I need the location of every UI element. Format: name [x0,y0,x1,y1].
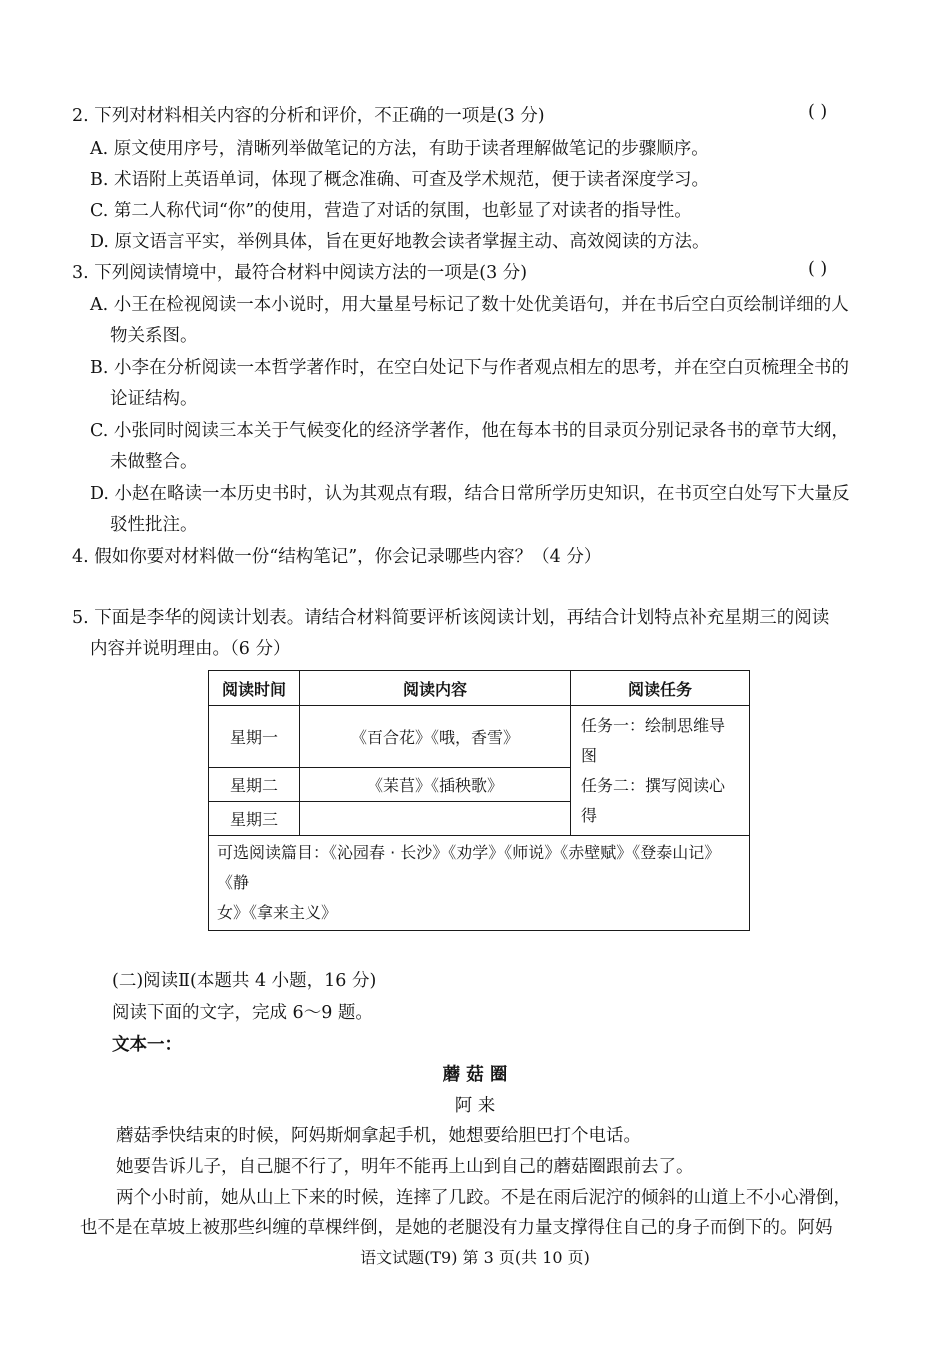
q2-option-d: D. 原文语言平实，举例具体，旨在更好地教会读者掌握主动、高效阅读的方法。 [90,232,710,252]
q3-answer-paren: ( ) [808,259,828,279]
q2-answer-paren: ( ) [808,102,828,122]
q3-option-d-line2: 驳性批注。 [110,515,198,535]
q2-option-c: C. 第二人称代词“你”的使用，营造了对话的氛围，也彰显了对读者的指导性。 [90,201,692,221]
table-row [209,706,750,768]
q3-option-b-line1: B. 小李在分析阅读一本哲学著作时，在空白处记下与作者观点相左的思考，并在空白页梳理全书的 [90,358,849,378]
row-content: 《百合花》《哦，香雪》 [300,706,571,768]
q3-option-a-line2: 物关系图。 [110,326,198,346]
q3-option-b-line2: 论证结构。 [110,389,198,409]
story-title: 蘑 菇 圈 [442,1065,508,1085]
story-paragraph-1: 蘑菇季快结束的时候，阿妈斯炯拿起手机，她想要给胆巴打个电话。 [116,1126,641,1146]
q5-stem-line2: 内容并说明理由。（6 分） [90,639,291,659]
row-content: 《苿苢》《插秧歌》 [300,768,571,802]
task-cell [571,706,750,836]
section-instruction: 阅读下面的文字，完成 6～9 题。 [112,1003,373,1023]
header-reading-task: 阅读任务 [571,671,750,706]
q5-stem-line1: 5. 下面是李华的阅读计划表。请结合材料简要评析该阅读计划，再结合计划特点补充星期三的阅读 [72,608,830,628]
row-day: 星期二 [209,768,300,802]
section-heading: (二)阅读Ⅱ(本题共 4 小题，16 分) [112,971,377,991]
text-one-label: 文本一： [112,1035,182,1055]
q4-stem: 4. 假如你要对材料做一份“结构笔记”，你会记录哪些内容？（4 分） [72,547,602,567]
q3-option-c-line1: C. 小张同时阅读三本关于气候变化的经济学著作，他在每本书的目录页分别记录各书的章节大纲， [90,421,849,441]
row-content-blank [300,802,571,836]
q3-stem: 3. 下列阅读情境中，最符合材料中阅读方法的一项是(3 分) [72,263,528,283]
q2-stem: 2. 下列对材料相关内容的分析和评价，不正确的一项是(3 分) [72,106,545,126]
q3-option-d-line1: D. 小赵在略读一本历史书时，认为其观点有瑕，结合日常所学历史知识，在书页空白处写下大量反 [90,484,850,504]
task-one: 任务一：绘制思维导图 [581,715,726,765]
story-paragraph-3-line2: 也不是在草坡上被那些纠缠的草棵绊倒，是她的老腿没有力量支撑得住自己的身子而倒下的。阿妈 [80,1218,833,1238]
q3-option-c-line2: 未做整合。 [110,452,198,472]
row-day: 星期一 [209,706,300,768]
q2-option-a: A. 原文使用序号，清晰列举做笔记的方法，有助于读者理解做笔记的步骤顺序。 [90,139,709,159]
table-header-row [209,671,750,706]
task-two: 任务二：撰写阅读心得 [581,775,726,825]
table-footer-row [209,836,750,931]
optional-readings-line1: 可选阅读篇目：《沁园春 · 长沙》《劝学》《师说》《赤壁赋》《登泰山记》《静 [217,843,721,892]
page-footer: 语文试题(T9) 第 3 页(共 10 页) [360,1248,590,1267]
q2-option-b: B. 术语附上英语单词，体现了概念准确、可查及学术规范，便于读者深度学习。 [90,170,709,190]
story-paragraph-3-line1: 两个小时前，她从山上下来的时候，连摔了几跤。不是在雨后泥泞的倾斜的山道上不小心滑倒， [116,1188,851,1208]
story-author: 阿 来 [454,1096,496,1116]
reading-plan-table [208,670,750,931]
optional-readings-line2: 女》《拿来主义》 [217,903,338,922]
row-day: 星期三 [209,802,300,836]
header-reading-time: 阅读时间 [209,671,300,706]
story-paragraph-2: 她要告诉儿子，自己腿不行了，明年不能再上山到自己的蘑菇圈跟前去了。 [116,1157,694,1177]
header-reading-content: 阅读内容 [300,671,571,706]
optional-readings [209,836,750,931]
q3-option-a-line1: A. 小王在检视阅读一本小说时，用大量星号标记了数十处优美语句，并在书后空白页绘制详细的人 [90,295,849,315]
